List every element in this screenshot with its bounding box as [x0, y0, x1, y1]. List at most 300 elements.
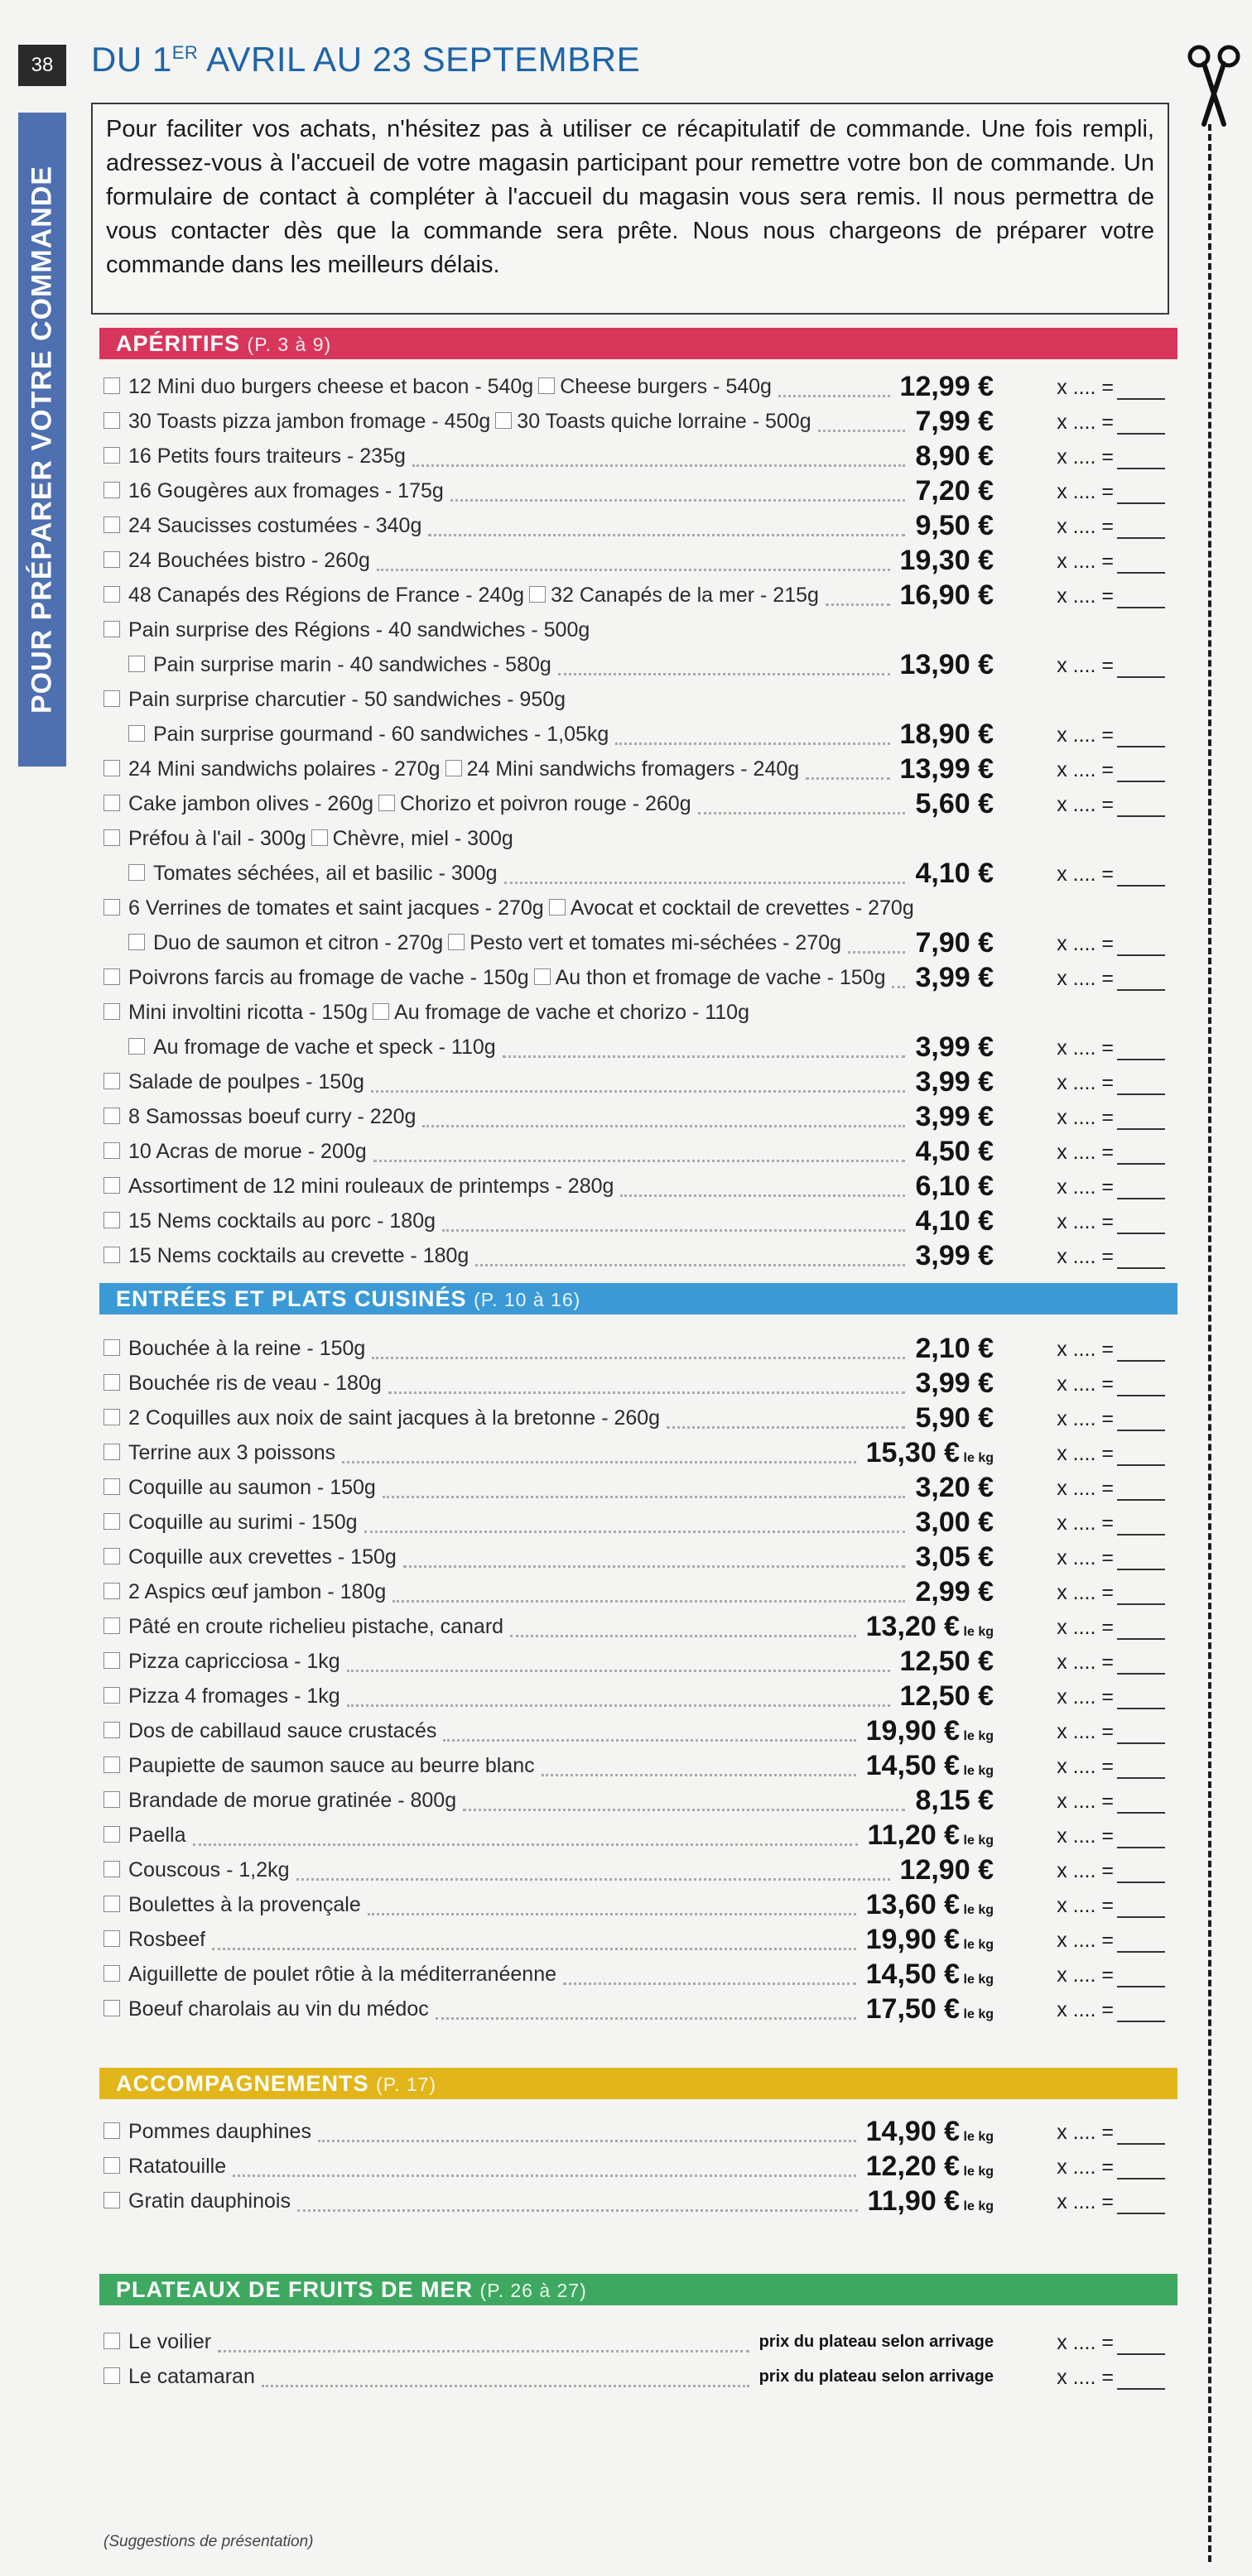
checkbox[interactable]	[549, 899, 566, 916]
list-item	[104, 1505, 1180, 1540]
list-item	[104, 1887, 1180, 1922]
dot-leader	[848, 931, 905, 954]
item-price: 3,05 €	[915, 1541, 994, 1573]
quantity-field[interactable]: x .... =	[1057, 2331, 1165, 2355]
dot-leader	[347, 1684, 890, 1707]
checkbox[interactable]	[311, 829, 328, 846]
dot-leader	[475, 1244, 905, 1266]
checkbox[interactable]	[104, 1108, 120, 1124]
dot-leader	[403, 1545, 905, 1568]
dot-leader	[297, 2189, 858, 2212]
quantity-field[interactable]: x .... =	[1057, 1755, 1165, 1779]
item-price: 13,20 € le kg	[865, 1611, 994, 1642]
item-name: 48 Canapés des Régions de France - 240g	[128, 584, 525, 607]
quantity-field[interactable]: x .... =	[1057, 1071, 1165, 1095]
list-item	[104, 1679, 1180, 1713]
checkbox[interactable]	[104, 760, 120, 776]
checkbox[interactable]	[128, 656, 145, 672]
checkbox[interactable]	[104, 1722, 120, 1738]
item-name: Assortiment de 12 mini rouleaux de printemps - 280g	[128, 1175, 614, 1198]
section-header-plateaux: PLATEAUX DE FRUITS DE MER (P. 26 à 27)	[99, 2274, 1177, 2305]
price-unit: le kg	[960, 1938, 994, 1952]
item-label	[104, 514, 421, 538]
quantity-field[interactable]: x .... =	[1057, 376, 1165, 400]
dot-leader	[388, 1372, 905, 1394]
section-header-accompagnements: ACCOMPAGNEMENTS (P. 17)	[99, 2068, 1177, 2099]
item-price: 16,90 €	[899, 579, 994, 611]
quantity-field[interactable]: x .... =	[1057, 1141, 1165, 1165]
item-label	[104, 1893, 361, 1917]
item-name: 6 Verrines de tomates et saint jacques - 270g	[128, 896, 544, 920]
item-name: Terrine aux 3 poissons	[128, 1441, 336, 1464]
price-unit: le kg	[960, 2165, 994, 2179]
quantity-field[interactable]: x .... =	[1057, 723, 1165, 747]
item-name: Au fromage de vache et speck - 110g	[153, 1036, 496, 1059]
quantity-field[interactable]: x .... =	[1057, 411, 1165, 435]
price-unit: le kg	[960, 1973, 994, 1987]
checkbox[interactable]	[104, 1965, 120, 1982]
checkbox[interactable]	[104, 968, 120, 985]
quantity-field[interactable]: x .... =	[1057, 1546, 1165, 1570]
quantity-field[interactable]: x .... =	[1057, 1651, 1165, 1675]
quantity-field[interactable]: x .... =	[1057, 515, 1165, 539]
item-label	[128, 931, 841, 955]
dot-leader	[463, 1789, 905, 1811]
item-price: 6,10 €	[915, 1170, 994, 1202]
item-price: 12,20 € le kg	[865, 2151, 994, 2182]
checkbox[interactable]	[104, 586, 120, 603]
checkbox[interactable]	[448, 934, 465, 950]
item-label	[128, 862, 498, 886]
quantity-field[interactable]: x .... =	[1057, 1372, 1165, 1396]
checkbox[interactable]	[534, 968, 551, 985]
item-name: 16 Petits fours traiteurs - 235g	[128, 445, 406, 468]
dot-leader	[193, 1824, 858, 1846]
list-item	[104, 1238, 1180, 1273]
item-label	[104, 584, 819, 608]
item-name: Pommes dauphines	[128, 2120, 311, 2143]
checkbox[interactable]	[104, 690, 120, 707]
quantity-field[interactable]: x .... =	[1057, 550, 1165, 574]
item-price: 3,20 €	[915, 1472, 994, 1503]
item-label	[104, 827, 513, 851]
item-name: Ratatouille	[128, 2155, 227, 2178]
quantity-field[interactable]: x .... =	[1057, 1720, 1165, 1744]
checkbox[interactable]	[104, 551, 120, 568]
checkbox[interactable]	[373, 1003, 389, 1020]
item-name: Pain surprise des Régions - 40 sandwiches - 500g	[128, 618, 590, 642]
quantity-field[interactable]: x .... =	[1057, 1929, 1165, 1953]
item-variant-name: Avocat et cocktail de crevettes - 270g	[570, 896, 914, 920]
item-price: 15,30 € le kg	[865, 1437, 994, 1468]
item-name: Couscous - 1,2kg	[128, 1858, 290, 1882]
list-item	[104, 2324, 1180, 2359]
list-item	[104, 613, 1180, 647]
item-price: 12,50 €	[899, 1680, 994, 1712]
item-label	[128, 653, 551, 677]
item-price: 18,90 €	[899, 718, 994, 750]
quantity-field[interactable]: x .... =	[1057, 1998, 1165, 2022]
quantity-field[interactable]: x .... =	[1057, 1106, 1165, 1130]
checkbox[interactable]	[104, 1374, 120, 1391]
quantity-field[interactable]: x .... =	[1057, 1963, 1165, 1987]
checkbox[interactable]	[104, 2157, 120, 2174]
checkbox[interactable]	[104, 1142, 120, 1159]
quantity-field[interactable]: x .... =	[1057, 1824, 1165, 1848]
section-header-entrees: ENTRÉES ET PLATS CUISINÉS (P. 10 à 16)	[99, 1283, 1177, 1314]
quantity-field[interactable]: x .... =	[1057, 1511, 1165, 1536]
item-label	[104, 1824, 186, 1848]
checkbox[interactable]	[104, 1652, 120, 1669]
item-price: 2,10 €	[915, 1333, 994, 1364]
checkbox[interactable]	[104, 1339, 120, 1356]
item-label	[104, 2365, 255, 2389]
page-number: 38	[18, 45, 66, 86]
checkbox[interactable]	[104, 621, 120, 637]
item-label	[104, 1650, 340, 1674]
item-variant-name: Chorizo et poivron rouge - 260g	[400, 792, 691, 815]
quantity-field[interactable]: x .... =	[1057, 1616, 1165, 1640]
dot-leader	[372, 1337, 905, 1359]
dot-leader	[371, 1070, 905, 1093]
list-item	[104, 1783, 1180, 1818]
checkbox[interactable]	[104, 1791, 120, 1808]
list-item	[104, 1818, 1180, 1853]
checkbox[interactable]	[538, 377, 555, 394]
checkbox[interactable]	[104, 795, 120, 811]
quantity-field[interactable]: x .... =	[1057, 480, 1165, 504]
item-label	[104, 966, 885, 990]
item-label	[104, 2120, 311, 2144]
list-item	[104, 404, 1180, 439]
quantity-field[interactable]: x .... =	[1057, 1338, 1165, 1362]
item-label	[104, 549, 370, 573]
list-item	[104, 995, 1180, 1030]
checkbox[interactable]	[104, 1073, 120, 1089]
list-item	[104, 2114, 1180, 2149]
checkbox[interactable]	[104, 482, 120, 498]
dot-leader	[422, 1105, 905, 1127]
quantity-field[interactable]: x .... =	[1057, 445, 1165, 469]
item-variant-name: Pesto vert et tomates mi-séchées - 270g	[470, 931, 842, 954]
checkbox[interactable]	[104, 1757, 120, 1773]
checkbox[interactable]	[378, 795, 395, 811]
checkbox[interactable]	[104, 829, 120, 846]
price-unit: le kg	[960, 2199, 994, 2213]
checkbox[interactable]	[104, 1617, 120, 1634]
item-label	[128, 1036, 496, 1060]
list-item	[104, 682, 1180, 717]
item-label	[104, 1928, 205, 1952]
item-price: 12,90 €	[899, 1854, 994, 1886]
dot-leader	[558, 653, 890, 675]
quantity-field[interactable]: x .... =	[1057, 758, 1165, 782]
item-label	[104, 1476, 376, 1500]
item-label	[104, 1001, 749, 1025]
item-price: 11,20 € le kg	[867, 1819, 994, 1851]
item-name: Boeuf charolais au vin du médoc	[128, 1997, 429, 2021]
item-label	[104, 1244, 469, 1268]
item-name: Préfou à l'ail - 300g	[128, 827, 306, 850]
page-title: DU 1ER AVRIL AU 23 SEPTEMBRE	[91, 40, 641, 79]
dot-leader	[450, 479, 905, 502]
item-label	[104, 1511, 358, 1535]
checkbox[interactable]	[104, 1003, 120, 1020]
dot-leader	[698, 792, 905, 815]
quantity-field[interactable]: x .... =	[1057, 1442, 1165, 1466]
list-item	[104, 1853, 1180, 1887]
item-name: Brandade de morue gratinée - 800g	[128, 1789, 457, 1812]
list-item	[104, 2149, 1180, 2184]
item-name: Mini involtini ricotta - 150g	[128, 1001, 368, 1024]
checkbox[interactable]	[445, 760, 462, 776]
item-price: 3,99 €	[915, 1066, 994, 1098]
checkbox[interactable]	[104, 1444, 120, 1460]
dot-leader	[347, 1650, 890, 1672]
item-label	[104, 1789, 456, 1813]
quantity-field[interactable]: x .... =	[1057, 1581, 1165, 1605]
quantity-field[interactable]: x .... =	[1057, 1175, 1165, 1199]
checkbox[interactable]	[128, 1038, 145, 1055]
list-item	[104, 2184, 1180, 2218]
dot-leader	[667, 1406, 905, 1429]
item-price: 5,60 €	[915, 788, 994, 819]
price-unit: le kg	[960, 1451, 994, 1465]
item-price: 12,99 €	[899, 371, 994, 402]
checkbox[interactable]	[104, 1861, 120, 1877]
item-label	[104, 1615, 503, 1639]
item-price: 13,60 € le kg	[865, 1889, 994, 1920]
checkbox[interactable]	[128, 934, 145, 950]
price-unit: le kg	[960, 1903, 994, 1917]
item-price: prix du plateau selon arrivage	[758, 2333, 994, 2351]
item-name: Paupiette de saumon sauce au beurre blanc	[128, 1754, 535, 1777]
dot-leader	[342, 1441, 856, 1463]
checkbox[interactable]	[104, 1826, 120, 1843]
price-unit: le kg	[960, 1729, 994, 1743]
item-label	[104, 1337, 365, 1361]
quantity-field[interactable]: x .... =	[1057, 932, 1165, 956]
checkbox[interactable]	[104, 1687, 120, 1704]
item-label	[104, 1070, 364, 1094]
checkbox[interactable]	[104, 1930, 120, 1947]
list-item	[104, 821, 1180, 856]
item-label	[104, 1719, 436, 1743]
dot-leader	[620, 1175, 905, 1197]
item-label	[104, 1754, 535, 1778]
item-label	[104, 1580, 386, 1604]
item-price: 3,99 €	[915, 1240, 994, 1271]
item-name: Gratin dauphinois	[128, 2189, 291, 2213]
checkbox[interactable]	[104, 412, 120, 429]
checkbox[interactable]	[104, 1583, 120, 1599]
quantity-field[interactable]: x .... =	[1057, 1685, 1165, 1709]
list-item	[104, 1713, 1180, 1748]
dot-leader	[818, 410, 905, 432]
quantity-field[interactable]: x .... =	[1057, 793, 1165, 817]
dot-leader	[373, 1140, 905, 1162]
checkbox[interactable]	[104, 447, 120, 464]
quantity-field[interactable]: x .... =	[1057, 1894, 1165, 1918]
dot-leader	[233, 2155, 856, 2177]
dot-leader	[826, 584, 890, 606]
accompagnements-list	[104, 2114, 1180, 2218]
quantity-field[interactable]: x .... =	[1057, 863, 1165, 887]
checkbox[interactable]	[104, 517, 120, 533]
list-item	[104, 960, 1180, 995]
list-item	[104, 856, 1180, 891]
item-price: 9,50 €	[915, 510, 994, 541]
checkbox[interactable]	[128, 725, 145, 742]
checkbox[interactable]	[104, 2367, 120, 2384]
list-item	[104, 752, 1180, 786]
item-label	[104, 757, 799, 781]
item-name: Dos de cabillaud sauce crustacés	[128, 1719, 437, 1742]
quantity-field[interactable]: x .... =	[1057, 1036, 1165, 1060]
item-label	[104, 410, 811, 434]
item-label	[104, 688, 566, 712]
checkbox[interactable]	[128, 864, 145, 881]
quantity-field[interactable]: x .... =	[1057, 654, 1165, 678]
item-price: 17,50 € le kg	[865, 1993, 994, 2025]
item-price: 12,50 €	[899, 1646, 994, 1677]
dot-leader	[510, 1615, 856, 1637]
item-name: 15 Nems cocktails au crevette - 180g	[128, 1244, 470, 1267]
dot-leader	[892, 966, 905, 988]
item-name: 2 Aspics œuf jambon - 180g	[128, 1580, 387, 1603]
item-price: 2,99 €	[915, 1576, 994, 1608]
checkbox[interactable]	[104, 1177, 120, 1194]
item-price: 19,30 €	[899, 545, 994, 576]
quantity-field[interactable]: x .... =	[1057, 1790, 1165, 1814]
item-label	[104, 618, 590, 642]
item-price: 3,99 €	[915, 962, 994, 993]
quantity-field[interactable]: x .... =	[1057, 2155, 1165, 2180]
dot-leader	[392, 1580, 905, 1603]
dot-leader	[262, 2365, 749, 2387]
checkbox[interactable]	[104, 2000, 120, 2016]
checkbox[interactable]	[495, 412, 512, 429]
item-price: 4,10 €	[915, 1205, 994, 1237]
price-unit: le kg	[960, 1833, 994, 1848]
item-name: 30 Toasts pizza jambon fromage - 450g	[128, 410, 491, 433]
checkbox[interactable]	[104, 1409, 120, 1425]
item-variant-name: Cheese burgers - 540g	[560, 375, 772, 398]
quantity-field[interactable]: x .... =	[1057, 584, 1165, 608]
item-label	[104, 445, 406, 469]
quantity-field[interactable]: x .... =	[1057, 1245, 1165, 1269]
item-price: 13,99 €	[899, 753, 994, 785]
checkbox[interactable]	[104, 2192, 120, 2208]
checkbox[interactable]	[104, 1247, 120, 1263]
item-label	[104, 1105, 416, 1129]
list-item	[104, 1957, 1180, 1992]
checkbox[interactable]	[104, 899, 120, 916]
item-name: Pain surprise gourmand - 60 sandwiches - 1,05kg	[153, 723, 609, 746]
quantity-field[interactable]: x .... =	[1057, 2190, 1165, 2214]
list-item	[104, 1099, 1180, 1134]
checkbox[interactable]	[104, 2122, 120, 2139]
item-price: 13,90 €	[899, 649, 994, 680]
quantity-field[interactable]: x .... =	[1057, 2121, 1165, 2145]
item-name: Coquille au surimi - 150g	[128, 1511, 358, 1534]
item-label	[104, 1140, 367, 1164]
item-price: 14,50 € le kg	[865, 1958, 994, 1990]
checkbox[interactable]	[104, 1896, 120, 1912]
list-item	[104, 1992, 1180, 2026]
dot-leader	[212, 1928, 856, 1950]
item-label	[104, 479, 444, 503]
list-item	[104, 925, 1180, 960]
checkbox[interactable]	[104, 377, 120, 394]
list-item	[104, 1644, 1180, 1679]
list-item	[104, 439, 1180, 473]
dot-leader	[383, 1476, 905, 1498]
quantity-field[interactable]: x .... =	[1057, 2366, 1165, 2390]
entrees-list	[104, 1331, 1180, 2026]
item-price: 7,99 €	[915, 406, 994, 437]
quantity-field[interactable]: x .... =	[1057, 1859, 1165, 1883]
checkbox[interactable]	[104, 1478, 120, 1495]
item-name: 16 Gougères aux fromages - 175g	[128, 479, 444, 502]
list-item	[104, 1609, 1180, 1644]
item-price: 19,90 € le kg	[865, 1924, 994, 1955]
list-item	[104, 2359, 1180, 2394]
dot-leader	[296, 1858, 890, 1881]
side-tab	[18, 113, 66, 767]
item-price: 5,90 €	[915, 1402, 994, 1434]
dot-leader	[778, 375, 890, 397]
checkbox[interactable]	[104, 1548, 120, 1564]
item-name: 15 Nems cocktails au porc - 180g	[128, 1209, 436, 1233]
checkbox[interactable]	[104, 2333, 120, 2349]
item-name: Cake jambon olives - 260g	[128, 792, 373, 815]
aperitifs-list	[104, 369, 1180, 1273]
item-name: 12 Mini duo burgers cheese et bacon - 540g	[128, 375, 534, 398]
checkbox[interactable]	[104, 1513, 120, 1530]
quantity-field[interactable]: x .... =	[1057, 1210, 1165, 1234]
list-item	[104, 543, 1180, 578]
dot-leader	[806, 757, 890, 780]
cut-line	[1208, 124, 1211, 2562]
quantity-field[interactable]: x .... =	[1057, 1477, 1165, 1501]
list-item	[104, 786, 1180, 821]
item-label	[104, 1997, 429, 2021]
item-name: Pain surprise charcutier - 50 sandwiches - 950g	[128, 688, 566, 711]
item-label	[104, 1684, 340, 1709]
item-price: 14,90 € le kg	[865, 2116, 994, 2147]
quantity-field[interactable]: x .... =	[1057, 967, 1165, 991]
dot-leader	[218, 2330, 749, 2353]
item-label	[104, 1209, 436, 1233]
item-variant-name: 24 Mini sandwichs fromagers - 240g	[466, 757, 800, 781]
list-item	[104, 1065, 1180, 1099]
checkbox[interactable]	[104, 1212, 120, 1228]
item-price: 3,99 €	[915, 1101, 994, 1132]
list-item	[104, 891, 1180, 925]
checkbox[interactable]	[529, 586, 546, 603]
quantity-field[interactable]: x .... =	[1057, 1407, 1165, 1431]
dot-leader	[364, 1511, 905, 1533]
item-price: 8,90 €	[915, 440, 994, 472]
item-label	[104, 1372, 382, 1396]
dot-leader	[443, 1719, 856, 1742]
item-label	[104, 2189, 291, 2213]
item-name: 24 Mini sandwichs polaires - 270g	[128, 757, 441, 781]
dot-leader	[503, 1036, 905, 1058]
item-variant-name: Chèvre, miel - 300g	[332, 827, 513, 850]
item-price: 8,15 €	[915, 1785, 994, 1816]
